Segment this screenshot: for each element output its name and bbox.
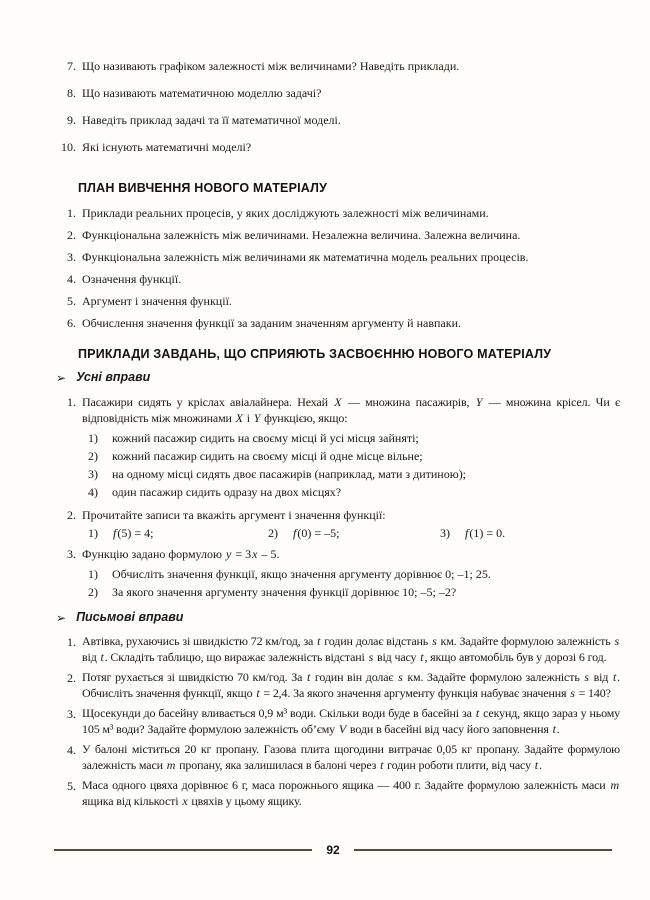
subheading-label: Письмові вправи <box>76 610 184 624</box>
written-exercises-subheading <box>52 610 620 625</box>
subitem <box>82 448 620 464</box>
list-item <box>52 315 620 331</box>
formula-row <box>82 525 620 541</box>
arrow-marker-icon: ➢ <box>56 370 67 385</box>
list-item <box>52 507 620 541</box>
subheading-label: Усні вправи <box>76 370 151 384</box>
item-number: 4. <box>67 743 76 757</box>
list-item <box>52 670 620 701</box>
list-item <box>52 634 620 665</box>
subitem-number: 2) <box>88 585 98 599</box>
page-footer <box>54 842 612 858</box>
item-text: Аргумент і значення функції. <box>82 294 232 308</box>
item-number: 5. <box>67 294 76 308</box>
list-item <box>52 778 620 809</box>
subitem-number: 1) <box>88 567 98 581</box>
page-number: 92 <box>326 843 340 857</box>
subitem-text: кожний пасажир сидить на своєму місці й усі місця зайняті; <box>112 431 419 445</box>
item-number: 2. <box>67 508 76 522</box>
item-number: 3. <box>67 707 76 721</box>
item-text: У балоні міститься 20 кг пропану. Газова плита щогодини витрачає 0,05 кг пропану. Задайте формулою залежність маси m пропану, яка залишилася в балоні через t годин роботи плити, від часу t. <box>82 742 620 772</box>
item-number: 6. <box>67 316 76 330</box>
list-item <box>52 205 620 221</box>
list-item <box>52 546 620 602</box>
item-text: Автівка, рухаючись зі швидкістю 72 км/год, за t годин долає відстань s км. Задайте формулою залежність s від t. Складіть таблицю, що виражає залежність відстані s від часу t, якщо автомобіль був у дорозі 6 год. <box>82 634 619 664</box>
item-number: 2. <box>67 671 76 685</box>
subitem-text: За якого значення аргументу значення функції дорівнює 10; –5; –2? <box>112 585 457 599</box>
subitem-text: кожний пасажир сидить на своєму місці й одне місце вільне; <box>112 449 423 463</box>
item-text: Маса одного цвяха дорівнює 6 г, маса порожнього ящика — 400 г. Задайте формулою залежність маси m ящика від кількості x цвяхів у цьому ящику. <box>82 778 619 808</box>
item-text: Прочитайте записи та вкажіть аргумент і значення функції: <box>82 508 386 522</box>
list-item <box>52 249 620 265</box>
formula <box>440 525 505 541</box>
item-text: Наведіть приклад задачі та її математичної моделі. <box>82 113 341 127</box>
arrow-marker-icon: ➢ <box>56 610 67 625</box>
item-number: 10. <box>61 140 76 154</box>
item-number: 3. <box>67 547 76 561</box>
list-item <box>52 85 620 101</box>
item-text: Функціональна залежність між величинами. Незалежна величина. Залежна величина. <box>82 228 521 242</box>
item-number: 1. <box>67 395 76 409</box>
subitem-number: 4) <box>88 485 98 499</box>
item-number: 1. <box>67 206 76 220</box>
list-item <box>52 394 620 502</box>
subitem-number: 2) <box>268 526 278 540</box>
formula-expression: f(1) = 0. <box>465 526 506 540</box>
formula <box>88 525 268 541</box>
item-text: Що називають математичною моделлю задачі? <box>82 86 322 100</box>
list-item <box>52 112 620 128</box>
formula-expression: f(5) = 4; <box>113 526 154 540</box>
footer-rule <box>54 849 312 851</box>
plan-heading: ПЛАН ВИВЧЕННЯ НОВОГО МАТЕРІАЛУ <box>78 181 328 195</box>
item-body <box>82 546 620 602</box>
item-text: Що називають графіком залежності між величинами? Наведіть приклади. <box>82 59 460 73</box>
item-number: 8. <box>67 86 76 100</box>
item-text: Функцію задано формулою y = 3x – 5. <box>82 547 280 561</box>
item-body <box>82 507 620 541</box>
subitem-number: 1) <box>88 431 98 445</box>
examples-heading: ПРИКЛАДИ ЗАВДАНЬ, ЩО СПРИЯЮТЬ ЗАСВОЄННЮ НОВОГО МАТЕРІАЛУ <box>78 347 552 361</box>
item-body <box>82 394 620 502</box>
subitem-number: 1) <box>88 526 98 540</box>
oral-exercises <box>52 370 620 602</box>
subitem <box>82 584 620 600</box>
item-text: Пасажири сидять у кріслах авіалайнера. Нехай X — множина пасажирів, Y — множина крісел. Чи є відповідність між множинами X і Y функцією, якщо: <box>82 395 620 425</box>
list-item <box>52 293 620 309</box>
subitem-text: один пасажир сидить одразу на двох місцях? <box>112 485 342 499</box>
written-exercises <box>52 610 620 809</box>
formula <box>268 525 440 541</box>
item-text: Приклади реальних процесів, у яких досліджують залежності між величинами. <box>82 206 489 220</box>
item-text: Які існують математичні моделі? <box>82 140 252 154</box>
list-item <box>52 58 620 74</box>
subitem <box>82 484 620 500</box>
oral-exercises-subheading <box>52 370 620 385</box>
item-number: 5. <box>67 779 76 793</box>
review-questions-list <box>52 58 620 155</box>
item-text: Потяг рухається зі швидкістю 70 км/год. За t годин він долає s км. Задайте формулою залежність s від t. Обчисліть значення функції, якщо t = 2,4. За якого значення аргументу функція набуває значення s = 140? <box>82 670 620 700</box>
formula-expression: f(0) = –5; <box>293 526 340 540</box>
item-number: 3. <box>67 250 76 264</box>
subitem <box>82 466 620 482</box>
list-item <box>52 706 620 737</box>
subitem <box>82 566 620 582</box>
list-item <box>52 271 620 287</box>
list-item <box>52 742 620 773</box>
subitem-number: 2) <box>88 449 98 463</box>
item-number: 2. <box>67 228 76 242</box>
plan-section <box>52 205 620 331</box>
item-number: 4. <box>67 272 76 286</box>
item-text: Функціональна залежність між величинами як математична модель реальних процесів. <box>82 250 529 264</box>
subitem-text: на одному місці сидять двоє пасажирів (наприклад, мати з дитиною); <box>112 467 467 481</box>
subitem-text: Обчисліть значення функції, якщо значення аргументу дорівнює 0; –1; 25. <box>112 567 491 581</box>
subitem-number: 3) <box>88 467 98 481</box>
footer-rule <box>354 849 612 851</box>
item-text: Обчислення значення функції за заданим значенням аргументу й навпаки. <box>82 316 462 330</box>
list-item <box>52 139 620 155</box>
item-text: Щосекунди до басейну вливається 0,9 м³ води. Скільки води буде в басейні за t секунд, якщо зараз у ньому 105 м³ води? Задайте формулою залежність об’єму V води в басейні від часу його заповнення t. <box>82 706 620 736</box>
item-number: 9. <box>67 113 76 127</box>
subitem <box>82 430 620 446</box>
item-text: Означення функції. <box>82 272 182 286</box>
list-item <box>52 227 620 243</box>
item-number: 1. <box>67 635 76 649</box>
item-number: 7. <box>67 59 76 73</box>
subitem-number: 3) <box>440 526 450 540</box>
